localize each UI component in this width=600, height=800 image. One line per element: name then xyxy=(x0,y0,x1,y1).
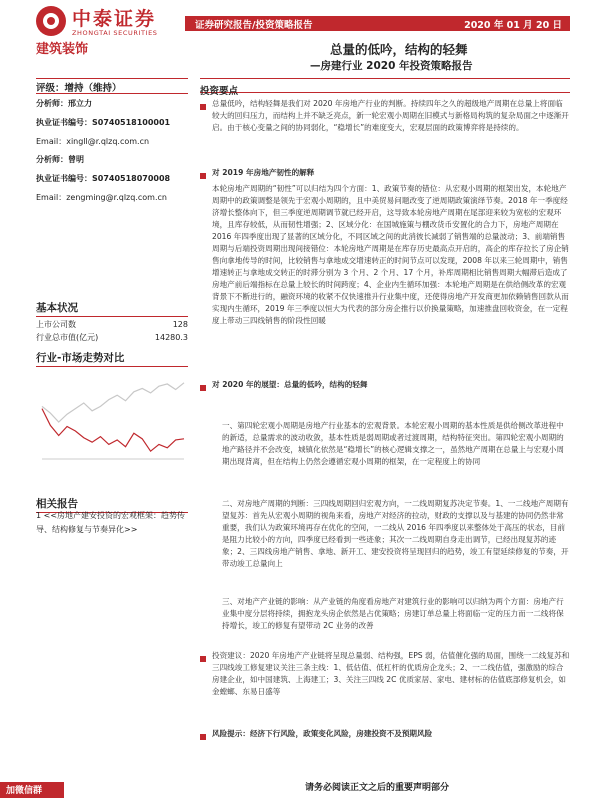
company-logo xyxy=(36,4,196,40)
outlook-point-2: 二、对房地产周期的判断：三四线周期回归宏观方向，一二线周期复苏决定节奏。1、一二线地产周期有望复苏：首先从宏观小周期的视角来看，房地产对经济的拉动，财政的支撑以及与基建的协同仍然非常重要，我们认为政策环境再存在优化的空间，一二线从 2016 年四季度以来整体处于高压的状态，目前是阻力比较小的方向，四季度已经看到一些迹象；其次一二线周期自身走出调节，已经出现复苏的迹象；2、三四线房地产销售、拿地、新开工、建安投资将呈现回归的趋势，竣工有望延续修复的节奏，开带动竣工总量向上 xyxy=(222,499,569,568)
basic-info-label: 行业总市值(亿元) xyxy=(36,333,99,342)
resilience-paragraph: 本轮房地产周期的“韧性”可以归结为四个方面：1、政策节奏的错位：从宏观小周期的框架出发，本轮地产周期中的政策调整是领先于宏观小周期的，且中美贸易问题改变了逆周期政策演绎节奏。2018 年一季度经济增长整体向下，但三季度逆周期调节就已经开启，这导致本轮房地产周期在尾部迎来较为宽松的宏观环境，且库存较低，从而韧性增强；2、区域分化：在国城施策与棚改货币安置化的合力下，房地产周期在 2016 年四季度出现了显著的区域分化，不同区域之间的此消彼长减弱了销售端的总量波动；3、前端销售周期与后端投资周期出现间接错位：本轮房地产周期是在库存历史最高点开启的，高企的库存拉长了房企销售向拿地传导的时间，比较销售与拿地成交增速转正的时间节点可以发现，2008 年以来三轮周期中，销售增速转正与拿地成交转正的时滞分别为 3 个月、2 个月、17 个月，补库周期相比销售周期大幅滞后造成了房地产前后端指标在总量上较长的时间跨度；4、企业内生循环加强：本轮地产周期是在供给侧改革的宏观背景下不断进行的，融资环境的收紧不仅快速推升行业集中度，还使得房地产开发商更加依赖销售回款从而实现内生循环，2019 年三季度以恒大为代表的部分房企推行以价换量策略，加速推盘回收资金，在一定程度上带动三四线销售的阶段性回暖 xyxy=(212,184,569,325)
report-title: 总量的低吟，结构的轻舞 xyxy=(330,42,468,57)
basic-info-row xyxy=(36,331,188,344)
analyst-role: 分析师： xyxy=(36,155,68,165)
basic-info-value: 14280.3 xyxy=(154,333,188,342)
report-category: 证券研究报告/投资策略报告 xyxy=(195,20,313,31)
analyst-role: 分析师： xyxy=(36,99,68,108)
basic-info-heading: 基本状况 xyxy=(36,300,188,317)
company-name-cn: 中泰证券 xyxy=(72,8,157,30)
investment-heading: 投资要点 xyxy=(200,86,239,97)
section-2020-heading: 对 2020 年的展望：总量的低吟，结构的轻舞 xyxy=(212,380,368,389)
chart-series-line-2 xyxy=(42,409,184,452)
summary-paragraph: 总量低吟，结构轻舞是我们对 2020 年房地产行业的判断。持续四年之久的超级地产周期在总量上将面临较大的回归压力，而结构上并不缺乏亮点，新一轮宏观小周期在旧模式与新格局构筑的复杂局面之中逐渐开启。由于核心变量之间的协同弱化，“稳增长”的难度变大，宏观层面的政策博弈将是持续的。 xyxy=(212,99,569,132)
rating-box xyxy=(36,78,188,94)
bullet-icon xyxy=(200,734,206,740)
email-label: Email： xyxy=(36,136,67,146)
risk-warning: 风险提示：经济下行风险，政策变化风险，房建投资不及预期风险 xyxy=(212,729,433,738)
report-date: 2020 年 01 月 20 日 xyxy=(464,20,562,31)
basic-info-table xyxy=(36,318,188,344)
chart-series-line-1 xyxy=(42,383,184,422)
rating-label: 评级：增持（维持） xyxy=(36,83,122,94)
outlook-point-3: 三、对地产产业链的影响：从产业链的角度看房地产对建筑行业的影响可以归纳为两个方面：房地产行业集中度分层将持续，拥抱龙头房企依然是占优策略；房建订单总量上将面临一定的压力而一二线将保持增长，竣工的修复有望带动 2C 业务的改善 xyxy=(222,597,564,630)
cert-label: 执业证书编号： xyxy=(36,117,92,127)
cert-label: 执业证书编号： xyxy=(36,174,92,184)
basic-info-label: 上市公司数 xyxy=(36,320,76,329)
section-2019-heading: 对 2019 年房地产韧性的解释 xyxy=(212,168,315,177)
email-label: Email： xyxy=(36,192,67,202)
footer-disclaimer: 请务必阅读正文之后的重要声明部分 xyxy=(305,783,450,793)
analyst-info xyxy=(36,98,188,205)
report-subtitle: —房建行业 2020 年投资策略报告 xyxy=(310,60,473,72)
footer-stamp-text: 加微信群 xyxy=(6,786,43,796)
cert-number: S0740518100001 xyxy=(92,117,171,127)
cert-number: S0740518070008 xyxy=(92,174,171,184)
industry-name: 建筑装饰 xyxy=(36,42,89,57)
related-reports xyxy=(36,509,188,537)
basic-info-value: 128 xyxy=(172,320,188,329)
logo-mark-icon xyxy=(36,6,66,36)
bullet-icon xyxy=(200,656,206,662)
industry-market-chart xyxy=(36,367,188,489)
bullet-icon xyxy=(200,385,206,391)
trend-chart-svg xyxy=(36,367,188,489)
basic-info-row xyxy=(36,318,188,331)
related-heading: 相关报告 xyxy=(36,496,188,513)
investment-heading-bar xyxy=(200,78,570,97)
analyst-email[interactable]: xingll@r.qlzq.com.cn xyxy=(66,136,150,146)
header-bar xyxy=(185,16,570,31)
company-name-en: ZHONGTAI SECURITIES xyxy=(72,29,158,37)
footer-stamp xyxy=(0,782,64,798)
chart-heading: 行业-市场走势对比 xyxy=(36,350,188,367)
analyst-name: 曾明 xyxy=(68,155,84,165)
investment-advice: 投资建议：2020 年房地产产业链将呈现总量弱、结构强，EPS 弱，估值催化强的局面，围绕一二线复苏和三四线竣工修复建议关注三条主线：1、低估值、低杠杆的优质房企龙头；2、一二线估值，强激励的综合房建企业，如中国建筑、上海建工；3、关注三四线 2C 优质家居、家电、建材标的估值底部修复机会，如金螳螂、东易日盛等 xyxy=(212,651,570,696)
bullet-icon xyxy=(200,104,206,110)
bullet-icon xyxy=(200,173,206,179)
related-report-item[interactable]: 1 <<房地产建安投资的宏观框架：趋势传导、结构修复与节奏异化>> xyxy=(36,511,186,534)
analyst-name: 邢立力 xyxy=(68,99,92,108)
outlook-point-1: 一、第四轮宏观小周期是房地产行业基本的宏观背景。本轮宏观小周期的基本性质是供给侧改革进程中的新适，总量需求的波动收敛，基本性质是弱周期或者过渡周期，结构特征突出。第四轮宏观小周期的地产路径并不会改变，城镇化依然是“稳增长”的核心逻辑支撑之一，虽然地产周期在总量上与宏观小周期出现背离，但在结构上仍然会遵循宏观小周期的框架，在一定程度上的协同 xyxy=(222,421,564,466)
analyst-email[interactable]: zengming@r.qlzq.com.cn xyxy=(66,192,167,202)
